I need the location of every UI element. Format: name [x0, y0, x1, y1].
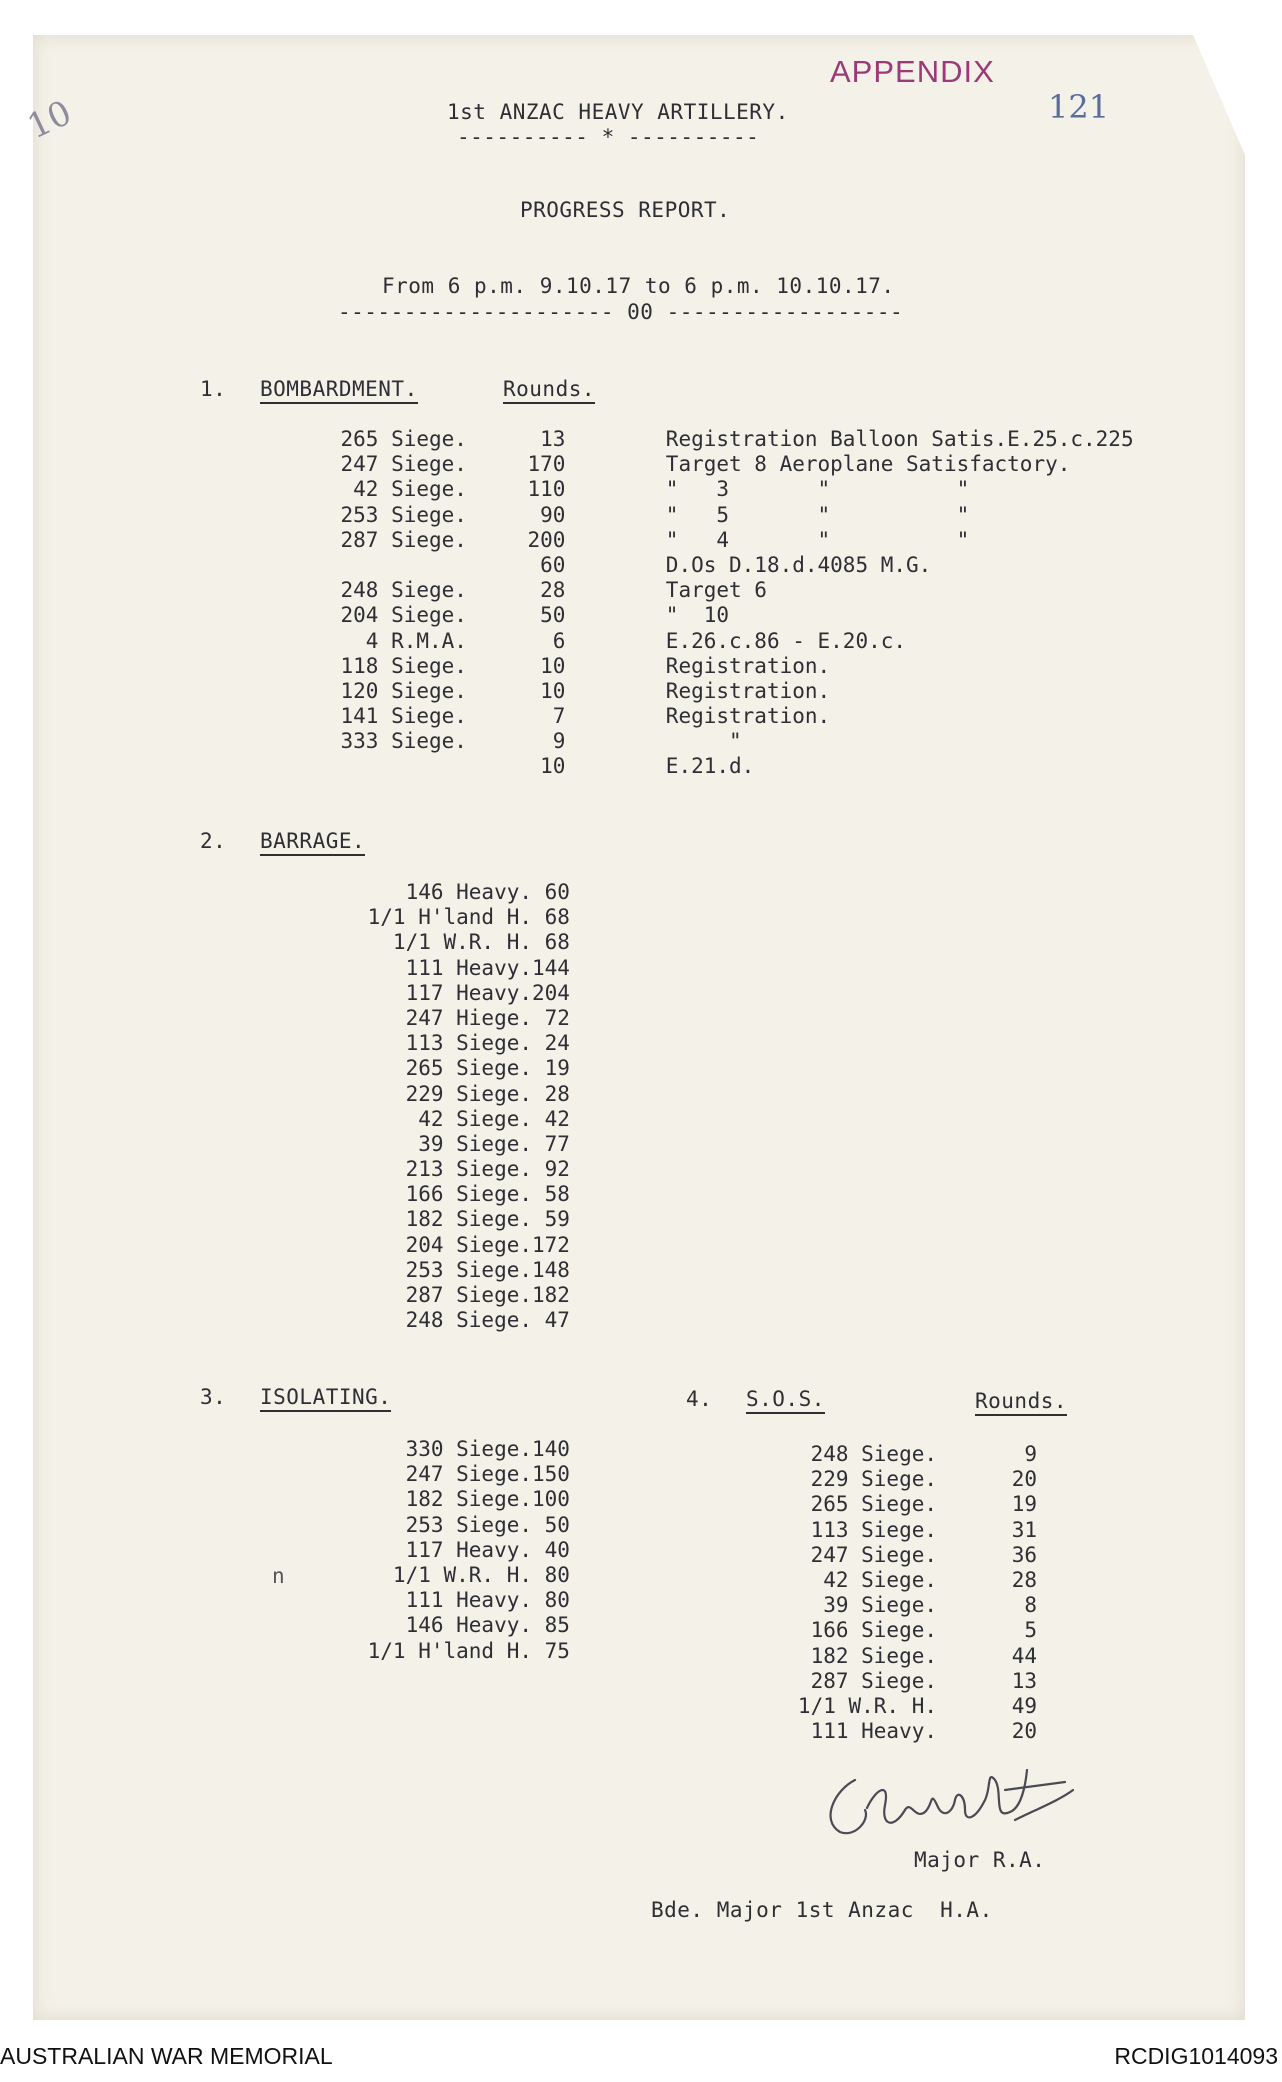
table-row — [762, 1492, 1037, 1517]
unit-cell: 248 Siege. — [340, 578, 467, 603]
footer-left-credit: AUSTRALIAN WAR MEMORIAL — [0, 2043, 333, 2069]
barrage-heading: BARRAGE. — [260, 829, 365, 856]
unit-cell: 182 Siege. — [405, 1487, 532, 1512]
unit-cell: 39 Siege. — [418, 1131, 532, 1156]
bombardment-heading: BOMBARDMENT. — [260, 377, 418, 404]
rounds-cell: 59 — [544, 1207, 570, 1232]
rounds-cell: 58 — [544, 1182, 570, 1207]
spacer-cell — [565, 553, 665, 578]
rounds-cell: 20 — [1011, 1719, 1037, 1744]
signatory-position: Bde. Major 1st Anzac H.A. — [651, 1898, 993, 1922]
rounds-cell: 72 — [544, 1005, 570, 1030]
unit-cell: 247 Hiege. — [405, 1005, 532, 1030]
rounds-cell: 24 — [544, 1031, 570, 1056]
unit-cell: 247 Siege. — [340, 452, 467, 477]
unit-cell: 253 Siege. — [340, 502, 467, 527]
table-row — [300, 704, 1282, 729]
appendix-stamp: APPENDIX — [830, 54, 995, 89]
table-row — [762, 1442, 1037, 1467]
rounds-cell: 36 — [1011, 1542, 1037, 1567]
remarks-cell: " 4 " " — [665, 527, 970, 552]
spacer-cell — [565, 452, 665, 477]
rounds-cell: 31 — [1011, 1517, 1037, 1542]
table-row — [300, 1006, 570, 1031]
barrage-table — [300, 880, 570, 1333]
unit-cell: 265 Siege. — [405, 1056, 532, 1081]
unit-cell: 1/1 W.R. H. — [392, 930, 532, 955]
unit-cell: 146 Heavy. — [405, 1613, 532, 1638]
remarks-cell: Registration. — [665, 704, 831, 729]
unit-cell — [300, 754, 467, 779]
table-row — [300, 1588, 570, 1613]
table-row — [300, 905, 570, 930]
rounds-cell: 170 — [527, 452, 566, 477]
table-row — [300, 1031, 570, 1056]
table-row — [300, 930, 570, 955]
rounds-cell: 92 — [544, 1157, 570, 1182]
sos-table — [762, 1442, 1037, 1744]
remarks-cell: Target 6 — [665, 578, 767, 603]
remarks-cell: Target 8 Aeroplane Satisfactory. — [665, 452, 1071, 477]
section-number-1: 1. — [200, 377, 227, 401]
rounds-cell: 110 — [527, 477, 566, 502]
rounds-cell: 85 — [544, 1613, 570, 1638]
rounds-cell: 20 — [1011, 1467, 1037, 1492]
rounds-cell: 5 — [1024, 1618, 1037, 1643]
report-period: From 6 p.m. 9.10.17 to 6 p.m. 10.10.17. — [382, 274, 895, 298]
spacer-cell — [565, 654, 665, 679]
unit-cell: 1/1 W.R. H. — [392, 1562, 532, 1587]
rounds-cell: 200 — [527, 527, 566, 552]
unit-cell: 111 Heavy. — [810, 1719, 937, 1744]
unit-cell: 113 Siege. — [810, 1517, 937, 1542]
rounds-cell: 50 — [540, 603, 566, 628]
rounds-cell: 172 — [532, 1232, 570, 1257]
unit-cell: 39 Siege. — [823, 1593, 937, 1618]
rounds-cell: 10 — [540, 678, 566, 703]
unit-cell: 42 Siege. — [418, 1106, 532, 1131]
spacer-cell — [565, 629, 665, 654]
rounds-cell: 204 — [532, 980, 570, 1005]
rounds-cell: 49 — [1011, 1693, 1037, 1718]
table-row — [300, 528, 1282, 553]
table-row — [300, 603, 1282, 628]
table-row — [300, 1082, 570, 1107]
remarks-cell: E.21.d. — [665, 754, 755, 779]
unit-cell: 247 Siege. — [810, 1542, 937, 1567]
table-row — [300, 1207, 570, 1232]
table-row — [762, 1694, 1037, 1719]
rounds-cell: 75 — [544, 1638, 570, 1663]
unit-cell: 182 Siege. — [810, 1643, 937, 1668]
unit-cell: 141 Siege. — [340, 704, 467, 729]
rounds-cell: 10 — [540, 653, 566, 678]
table-row — [300, 729, 1282, 754]
rounds-cell: 60 — [544, 880, 570, 904]
table-row — [300, 1462, 570, 1487]
table-row — [300, 1538, 570, 1563]
table-row — [300, 1233, 570, 1258]
unit-cell: 166 Siege. — [810, 1618, 937, 1643]
rounds-cell: 9 — [552, 729, 566, 754]
rounds-cell: 144 — [532, 955, 570, 980]
unit-cell: 4 R.M.A. — [365, 628, 467, 653]
table-row — [300, 1132, 570, 1157]
remarks-cell: Registration. — [665, 678, 831, 703]
rounds-cell: 148 — [532, 1257, 570, 1282]
unit-cell: 1/1 H'land H. — [367, 1638, 532, 1663]
folio-number: 121 — [1048, 88, 1110, 126]
remarks-cell: Registration Balloon Satis.E.25.c.225 — [665, 427, 1134, 451]
table-row — [762, 1593, 1037, 1618]
unit-cell: 204 Siege. — [405, 1232, 532, 1257]
rounds-cell: 90 — [540, 502, 566, 527]
rounds-cell: 68 — [544, 930, 570, 955]
rounds-cell: 47 — [544, 1308, 570, 1333]
table-row — [300, 880, 570, 905]
document-title: 1st ANZAC HEAVY ARTILLERY. — [447, 100, 789, 124]
isolating-table — [300, 1437, 570, 1664]
unit-cell: 229 Siege. — [405, 1081, 532, 1106]
table-row — [300, 1437, 570, 1462]
rounds-cell: 19 — [1011, 1492, 1037, 1517]
rounds-cell: 50 — [544, 1512, 570, 1537]
rounds-cell: 13 — [1011, 1668, 1037, 1693]
remarks-cell: E.26.c.86 - E.20.c. — [665, 628, 907, 653]
rounds-cell: 40 — [544, 1537, 570, 1562]
remarks-cell: D.Os D.18.d.4085 M.G. — [665, 552, 932, 577]
remarks-cell: " 10 — [665, 603, 730, 628]
rounds-cell: 140 — [532, 1437, 570, 1461]
unit-cell: 146 Heavy. — [405, 880, 532, 904]
rounds-cell: 19 — [544, 1056, 570, 1081]
table-row — [762, 1543, 1037, 1568]
unit-cell: 118 Siege. — [340, 653, 467, 678]
rounds-cell: 42 — [544, 1106, 570, 1131]
isolating-heading: ISOLATING. — [260, 1385, 391, 1412]
unit-cell: 42 Siege. — [823, 1567, 937, 1592]
spacer-cell — [565, 603, 665, 628]
rounds-cell: 44 — [1011, 1643, 1037, 1668]
spacer-cell — [565, 528, 665, 553]
table-row — [300, 503, 1282, 528]
margin-page-number: 10 — [21, 92, 78, 148]
unit-cell: 117 Heavy. — [405, 1537, 532, 1562]
handwritten-signature — [815, 1750, 1085, 1860]
unit-cell: 333 Siege. — [340, 729, 467, 754]
rounds-cell: 6 — [552, 628, 566, 653]
spacer-cell — [565, 754, 665, 779]
table-row — [762, 1618, 1037, 1643]
report-title: PROGRESS REPORT. — [520, 198, 731, 222]
rounds-cell: 77 — [544, 1131, 570, 1156]
table-row — [762, 1719, 1037, 1744]
unit-cell: 117 Heavy. — [405, 980, 532, 1005]
rounds-cell: 8 — [1024, 1593, 1037, 1618]
unit-cell: 287 Siege. — [340, 527, 467, 552]
period-rule: --------------------- 00 ------------------ — [338, 300, 904, 324]
table-row — [300, 754, 1282, 779]
unit-cell: 265 Siege. — [340, 427, 467, 451]
spacer-cell — [565, 503, 665, 528]
rounds-cell: 9 — [1024, 1442, 1037, 1466]
rounds-cell: 13 — [540, 427, 566, 451]
remarks-cell: " 3 " " — [665, 477, 970, 502]
unit-cell: 247 Siege. — [405, 1462, 532, 1487]
table-row — [300, 956, 570, 981]
spacer-cell — [565, 704, 665, 729]
unit-cell: 166 Siege. — [405, 1182, 532, 1207]
unit-cell: 330 Siege. — [405, 1437, 532, 1461]
bombardment-table — [300, 427, 1282, 780]
table-row — [300, 1513, 570, 1538]
table-row — [762, 1467, 1037, 1492]
rounds-cell: 28 — [544, 1081, 570, 1106]
table-row — [300, 477, 1282, 502]
unit-cell: 253 Siege. — [405, 1512, 532, 1537]
spacer-cell — [565, 729, 665, 754]
unit-cell: 120 Siege. — [340, 678, 467, 703]
sos-rounds-heading: Rounds. — [975, 1389, 1067, 1416]
table-row — [300, 1613, 570, 1638]
unit-cell: 42 Siege. — [353, 477, 467, 502]
unit-cell: 111 Heavy. — [405, 1588, 532, 1613]
unit-cell: 253 Siege. — [405, 1257, 532, 1282]
unit-cell: 248 Siege. — [405, 1308, 532, 1333]
rounds-cell: 60 — [540, 552, 566, 577]
rounds-cell: 68 — [544, 905, 570, 930]
table-row — [300, 1639, 570, 1664]
signatory-rank: Major R.A. — [914, 1848, 1046, 1872]
document-page — [33, 35, 1245, 2020]
margin-mark: n — [272, 1564, 286, 1588]
table-row — [300, 679, 1282, 704]
unit-cell: 182 Siege. — [405, 1207, 532, 1232]
table-row — [762, 1518, 1037, 1543]
table-row — [300, 578, 1282, 603]
table-row — [300, 1056, 570, 1081]
spacer-cell — [565, 679, 665, 704]
table-row — [300, 981, 570, 1006]
table-row — [762, 1568, 1037, 1593]
table-row — [300, 654, 1282, 679]
unit-cell: 213 Siege. — [405, 1157, 532, 1182]
unit-cell: 1/1 H'land H. — [367, 905, 532, 930]
table-row — [300, 1308, 570, 1333]
section-number-3: 3. — [200, 1385, 227, 1409]
unit-cell: 111 Heavy. — [405, 955, 532, 980]
section-number-2: 2. — [200, 829, 227, 853]
unit-cell: 204 Siege. — [340, 603, 467, 628]
table-row — [300, 553, 1282, 578]
section-number-4: 4. — [686, 1387, 713, 1411]
spacer-cell — [565, 427, 665, 452]
table-row — [300, 1283, 570, 1308]
table-row — [300, 1258, 570, 1283]
rounds-cell: 100 — [532, 1487, 570, 1512]
unit-cell: 113 Siege. — [405, 1031, 532, 1056]
rounds-cell: 182 — [532, 1283, 570, 1307]
table-row — [300, 1107, 570, 1132]
rounds-cell: 7 — [552, 704, 566, 729]
unit-cell: 265 Siege. — [810, 1492, 937, 1517]
rounds-cell: 80 — [544, 1588, 570, 1613]
unit-cell: 287 Siege. — [810, 1668, 937, 1693]
unit-cell — [300, 553, 467, 578]
unit-cell: 1/1 W.R. H. — [797, 1693, 937, 1718]
rounds-cell: 28 — [540, 578, 566, 603]
sos-heading: S.O.S. — [746, 1387, 825, 1414]
table-row — [762, 1644, 1037, 1669]
table-row — [300, 427, 1282, 452]
table-row — [300, 452, 1282, 477]
footer-right-id: RCDIG1014093 — [1114, 2043, 1278, 2069]
title-rule: ---------- * ---------- — [457, 125, 760, 149]
unit-cell: 229 Siege. — [810, 1467, 937, 1492]
table-row — [300, 1182, 570, 1207]
remarks-cell: " 5 " " — [665, 502, 970, 527]
rounds-cell: 150 — [532, 1462, 570, 1487]
bombardment-rounds-heading: Rounds. — [503, 377, 595, 404]
table-row — [300, 1563, 570, 1588]
table-row — [300, 1157, 570, 1182]
rounds-cell: 80 — [544, 1562, 570, 1587]
rounds-cell: 28 — [1011, 1567, 1037, 1592]
unit-cell: 287 Siege. — [405, 1283, 532, 1307]
table-row — [762, 1669, 1037, 1694]
remarks-cell: Registration. — [665, 653, 831, 678]
spacer-cell — [565, 578, 665, 603]
unit-cell: 248 Siege. — [810, 1442, 937, 1466]
remarks-cell: " — [665, 729, 742, 754]
table-row — [300, 629, 1282, 654]
rounds-cell: 10 — [540, 754, 566, 779]
spacer-cell — [565, 477, 665, 502]
table-row — [300, 1487, 570, 1512]
